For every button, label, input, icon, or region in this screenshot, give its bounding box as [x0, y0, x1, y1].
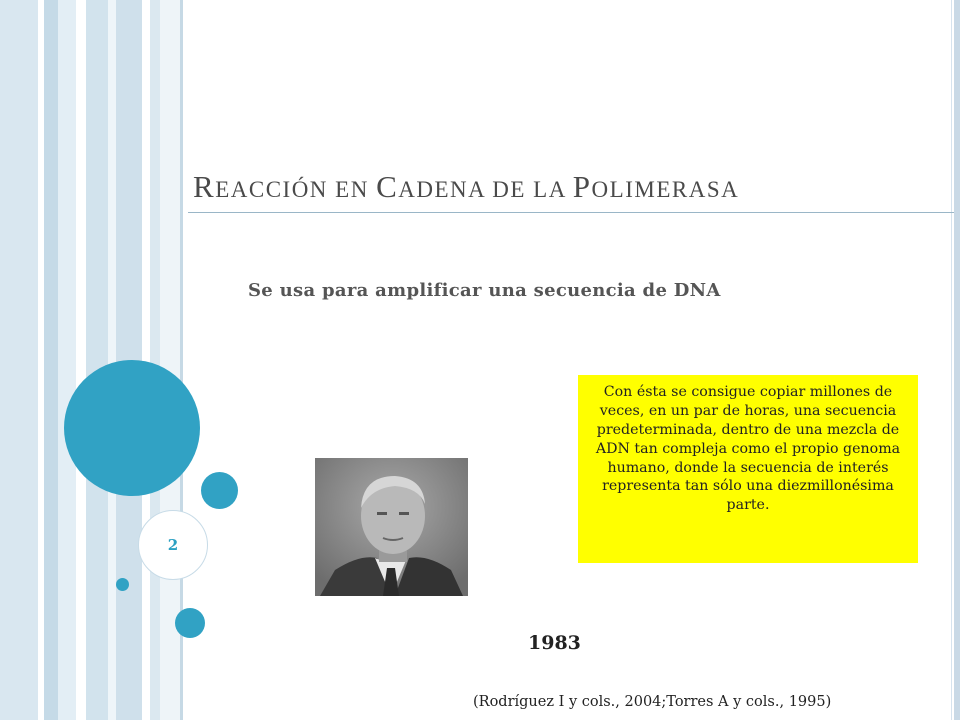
year-label: 1983: [528, 632, 581, 654]
stripe: [58, 0, 76, 720]
stripe: [150, 0, 160, 720]
large-circle-decoration: [64, 360, 200, 496]
slide-title: [190, 166, 960, 206]
decorative-stripes: [0, 0, 190, 720]
portrait-photo: [315, 458, 468, 596]
stripe: [86, 0, 108, 720]
highlight-note: Con ésta se consigue copiar millones de veces, en un par de horas, una secuencia predeterminada, dentro de una mezcla de ADN tan compleja como el propio genoma humano, donde la secuencia de interés representa tan sólo una diezmillonésima parte.: [578, 375, 918, 563]
citation: (Rodríguez I y cols., 2004;Torres A y cols., 1995): [473, 694, 832, 710]
title-underline: [188, 212, 954, 213]
medium-circle-decoration: [175, 608, 205, 638]
stripe: [108, 0, 116, 720]
title-text: REACCIÓN EN CADENA DE LA POLIMERASA: [193, 169, 740, 204]
right-border: [954, 0, 960, 720]
stripe: [76, 0, 86, 720]
small-circle-decoration: [116, 578, 129, 591]
title-text-graphic: [190, 166, 960, 206]
stripe: [44, 0, 58, 720]
portrait-photo-graphic: [315, 458, 468, 596]
stripe: [0, 0, 38, 720]
slide-subtitle: Se usa para amplificar una secuencia de DNA: [248, 280, 721, 301]
medium-circle-decoration: [201, 472, 238, 509]
slide-number: 2: [138, 510, 208, 580]
stripe: [160, 0, 180, 720]
